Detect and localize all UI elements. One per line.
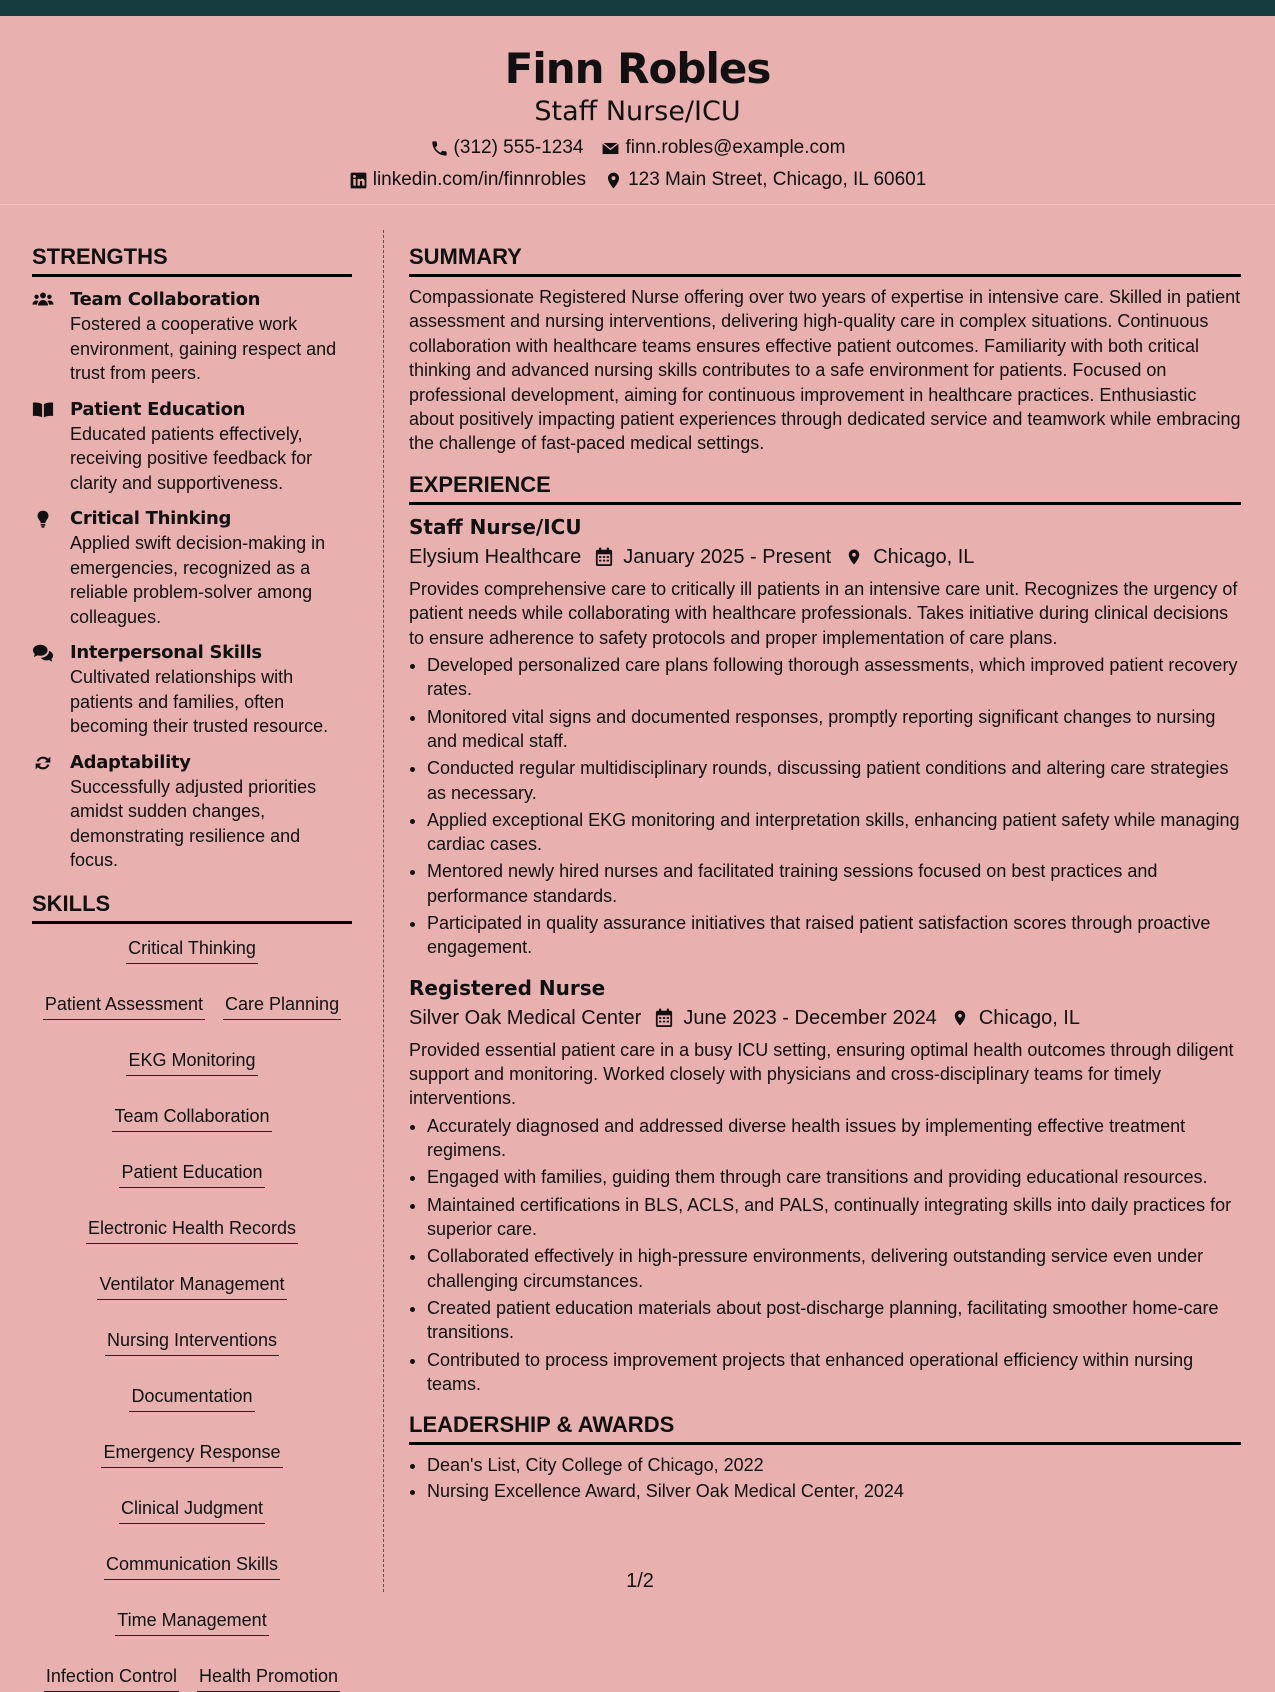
- strength-item: [32, 750, 352, 873]
- candidate-name: Finn Robles: [504, 44, 771, 93]
- list-item: • Developed personalized care plans following thorough assessments, which improved patient recovery rates.: [427, 653, 1241, 702]
- strength-item: [32, 640, 352, 739]
- email-item[interactable]: [601, 136, 845, 160]
- skill-tag: Emergency Response: [101, 1440, 282, 1468]
- dates-text: June 2023 - December 2024: [683, 1006, 937, 1029]
- location-text: Chicago, IL: [978, 1006, 1080, 1029]
- skill-tag: Health Promotion: [197, 1664, 340, 1692]
- job-dates: [595, 543, 831, 571]
- strength-item: [32, 506, 352, 629]
- list-item: • Collaborated effectively in high-pressure environments, delivering outstanding service even under challenging circumstances.: [427, 1244, 1241, 1293]
- strength-title: Adaptability: [70, 751, 191, 773]
- skill-tag: Electronic Health Records: [86, 1216, 298, 1244]
- job-description: Provided essential patient care in a busy ICU setting, ensuring optimal health outcomes through diligent support and monitoring. Worked closely with physicians and cross-disciplinary teams for timely interventions.: [409, 1039, 1234, 1109]
- company-text: Silver Oak Medical Center: [409, 1006, 642, 1029]
- strengths-section: [32, 242, 352, 873]
- skill-tag: EKG Monitoring: [126, 1048, 257, 1076]
- skill-tag: Infection Control: [44, 1664, 179, 1692]
- strength-desc: Applied swift decision-making in emergencies, recognized as a reliable problem-solver among colleagues.: [70, 533, 326, 627]
- experience-section: [409, 470, 1241, 1396]
- strength-desc: Fostered a cooperative work environment, gaining respect and trust from peers.: [70, 314, 337, 383]
- strength-desc: Educated patients effectively, receiving positive feedback for clarity and supportiveness.: [70, 423, 313, 493]
- sync-icon: [32, 753, 54, 773]
- strength-title: Critical Thinking: [70, 508, 232, 529]
- skill-tag: Ventilator Management: [97, 1272, 286, 1300]
- page-number: 1/2: [626, 1570, 654, 1592]
- job-title: Registered Nurse: [409, 975, 606, 1000]
- job-entry: [409, 974, 1241, 1396]
- leadership-section: [409, 1410, 1241, 1504]
- linkedin-icon: [349, 171, 368, 190]
- list-item: • Contributed to process improvement projects that enhanced operational efficiency within nursing teams.: [427, 1348, 1241, 1397]
- job-dates: [655, 1004, 937, 1032]
- leadership-heading: LEADERSHIP & AWARDS: [409, 1410, 1241, 1445]
- list-item: • Mentored newly hired nurses and facilitated training sessions focused on best practices and performance standards.: [427, 859, 1241, 908]
- list-item: • Applied exceptional EKG monitoring and interpretation skills, enhancing patient safety while managing cardiac cases.: [427, 808, 1241, 857]
- skill-tag: Care Planning: [223, 992, 341, 1020]
- envelope-icon: [601, 139, 620, 158]
- map-pin-icon: [951, 1008, 969, 1028]
- phone-text: (312) 555-1234: [453, 137, 584, 158]
- list-item: • Maintained certifications in BLS, ACLS, and PALS, continually integrating skills into daily practices for superior care.: [427, 1193, 1241, 1242]
- phone-item: [430, 136, 584, 160]
- strength-item: [32, 397, 352, 496]
- book-icon: [32, 400, 54, 420]
- address-text: 123 Main Street, Chicago, IL 60601: [628, 169, 927, 190]
- lightbulb-icon: [32, 509, 54, 529]
- email-text: finn.robles@example.com: [625, 137, 846, 158]
- phone-icon: [430, 139, 449, 158]
- job-description: Provides comprehensive care to critically ill patients in an intensive care unit. Recognizes the urgency of patient needs while collaborating with healthcare professionals. Takes initiative during clinical decisions to ensure adherence to safety protocols and proper implementation of care plans.: [409, 578, 1238, 648]
- strength-desc: Cultivated relationships with patients and families, often becoming their trusted resource.: [70, 667, 329, 736]
- experience-heading: EXPERIENCE: [409, 470, 1241, 505]
- calendar-icon: [655, 1008, 673, 1028]
- contact-line-1: [0, 136, 1275, 160]
- resume-header: [0, 16, 1275, 205]
- job-meta: [409, 543, 1241, 571]
- list-item: • Engaged with families, guiding them through care transitions and providing educational resources.: [427, 1165, 1241, 1189]
- skill-tag: Critical Thinking: [126, 936, 258, 964]
- strength-title: Patient Education: [70, 398, 246, 420]
- strength-title: Interpersonal Skills: [70, 642, 262, 663]
- job-bullets: [409, 1114, 1241, 1396]
- job-location: [951, 1004, 1080, 1032]
- list-item: • Participated in quality assurance initiatives that raised patient satisfaction scores through proactive engagement.: [427, 911, 1241, 960]
- list-item: • Accurately diagnosed and addressed diverse health issues by implementing effective treatment regimens.: [427, 1114, 1241, 1163]
- list-item: • Created patient education materials about post-discharge planning, facilitating smoother home-care transitions.: [427, 1296, 1241, 1345]
- summary-section: [409, 242, 1241, 456]
- map-pin-icon: [845, 547, 863, 567]
- skills-heading: SKILLS: [32, 889, 352, 924]
- column-divider: [383, 230, 384, 1592]
- right-column: [409, 242, 1241, 1506]
- skill-tag: Documentation: [129, 1384, 254, 1412]
- summary-heading: SUMMARY: [409, 242, 1241, 277]
- strength-title: Team Collaboration: [70, 289, 261, 310]
- strengths-heading: STRENGTHS: [32, 242, 352, 277]
- contact-line-2: [0, 168, 1275, 192]
- job-meta: [409, 1004, 1241, 1032]
- job-title: Staff Nurse/ICU: [409, 514, 582, 539]
- comments-icon: [32, 643, 54, 663]
- job-entry: [409, 513, 1241, 960]
- company-text: Elysium Healthcare: [409, 545, 582, 568]
- job-bullets: [409, 653, 1241, 960]
- calendar-icon: [595, 547, 613, 567]
- skill-tag: Nursing Interventions: [105, 1328, 279, 1356]
- skill-tag: Communication Skills: [104, 1552, 280, 1580]
- list-item: • Nursing Excellence Award, Silver Oak Medical Center, 2024: [427, 1479, 1241, 1503]
- address-item: [604, 168, 926, 192]
- location-text: Chicago, IL: [873, 545, 975, 568]
- strength-desc: Successfully adjusted priorities amidst sudden changes, demonstrating resilience and focus.: [70, 776, 317, 870]
- left-column: [32, 242, 352, 1692]
- job-location: [845, 543, 974, 571]
- map-pin-icon: [604, 171, 623, 190]
- users-icon: [32, 290, 54, 310]
- strength-item: [32, 287, 352, 386]
- skill-tag: Team Collaboration: [112, 1104, 271, 1132]
- list-item: • Conducted regular multidisciplinary rounds, discussing patient conditions and altering care strategies as necessary.: [427, 756, 1241, 805]
- skills-section: [32, 889, 352, 1692]
- leadership-list: [409, 1453, 1241, 1504]
- skill-tag: Patient Assessment: [43, 992, 205, 1020]
- skill-tag: Clinical Judgment: [119, 1496, 265, 1524]
- top-bar: [0, 0, 1275, 16]
- candidate-title: Staff Nurse/ICU: [534, 96, 741, 127]
- skill-tag: Patient Education: [119, 1160, 264, 1188]
- linkedin-text: linkedin.com/in/finnrobles: [372, 169, 587, 190]
- summary-text: Compassionate Registered Nurse offering over two years of expertise in intensive care. Skilled in patient assessment and nursing interventions, delivering high-quality care in complex situations. Continuous collaboration with healthcare teams ensures effective patient outcomes. Familiarity with both critical thinking and advanced nursing skills contributes to a safe environment for patients. Focused on professional development, aiming for continuous improvement in healthcare practices. Enthusiastic about positively impacting patient experiences through dedicated service and teamwork while embracing the challenge of fast-paced medical settings.: [409, 287, 1241, 454]
- skills-list: [32, 934, 352, 1692]
- list-item: • Monitored vital signs and documented responses, promptly reporting significant changes to nursing and medical staff.: [427, 705, 1241, 754]
- dates-text: January 2025 - Present: [623, 545, 832, 568]
- job-company: [409, 543, 581, 571]
- skill-tag: Time Management: [115, 1608, 268, 1636]
- list-item: • Dean's List, City College of Chicago, 2022: [427, 1453, 1241, 1477]
- linkedin-item[interactable]: [349, 168, 586, 192]
- job-company: [409, 1004, 641, 1032]
